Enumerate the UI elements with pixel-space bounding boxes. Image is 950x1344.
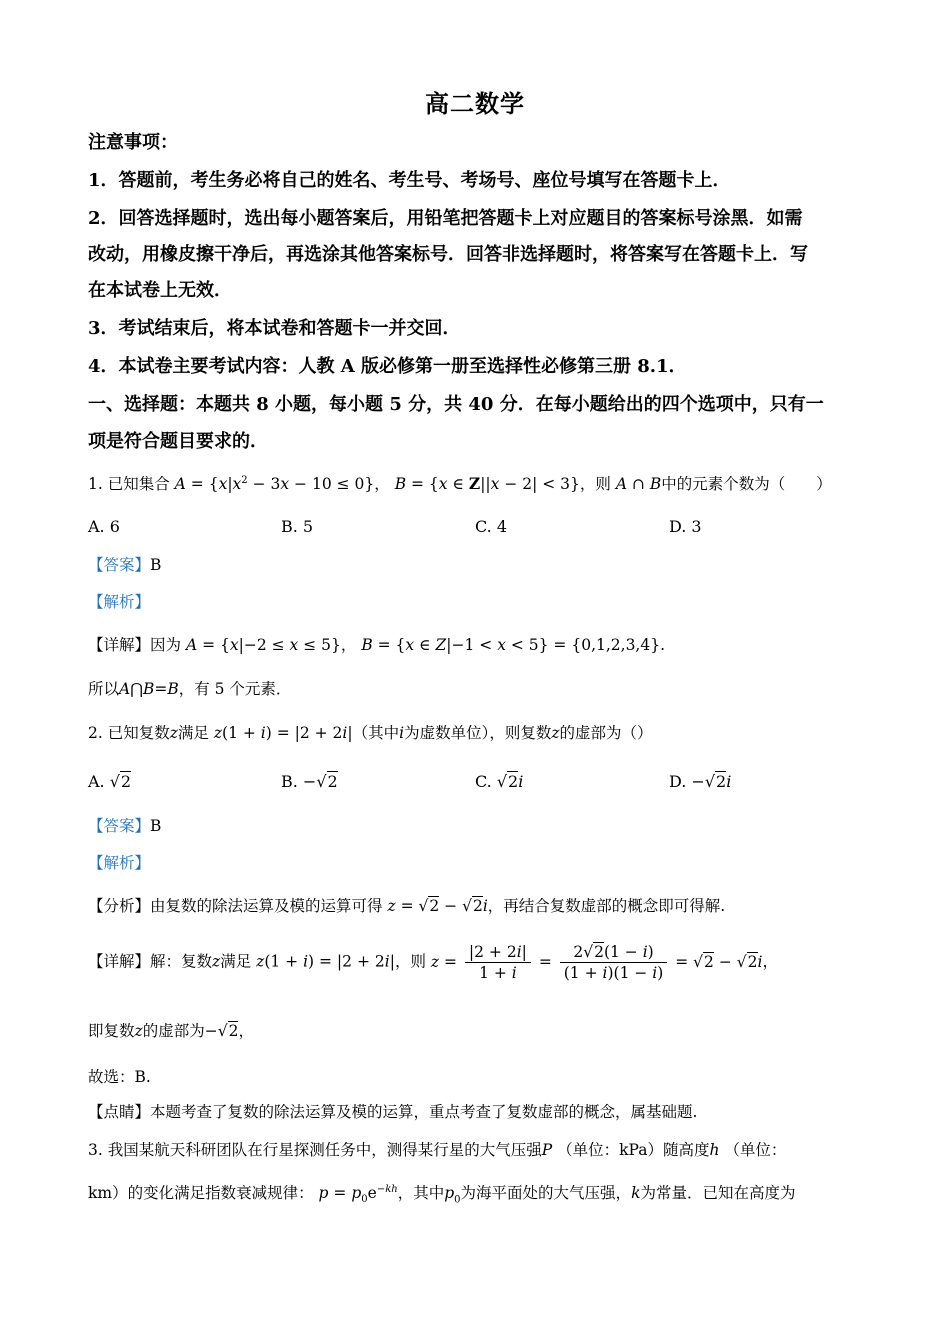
q1-option-c: C. 4 xyxy=(475,517,508,536)
q1-option-b: B. 5 xyxy=(281,517,314,536)
q3-stem-line2: km）的变化满足指数衰减规律： $p = p_0e^{-kh}$，其中$p_0$为海平面处的大气压强，k为常量．已知在高度为 xyxy=(88,1184,796,1206)
q2-answer: 【答案】B xyxy=(88,817,162,835)
page-title: 高二数学 xyxy=(425,89,525,118)
notice-heading: 注意事项： xyxy=(88,132,178,153)
q2-option-d: D. −√2i xyxy=(669,772,732,791)
q1-detail: 【详解】因为 A = {x|−2 ≤ x ≤ 5}， B = {x ∈ Z|−1 < x < 5} = {0,1,2,3,4}. xyxy=(88,636,666,654)
q1-conclusion: 所以A⋂B=B，有 5 个元素． xyxy=(88,680,292,698)
q1-analysis: 【解析】 xyxy=(88,593,151,611)
q1-option-a: A. 6 xyxy=(88,517,120,536)
section1-line2: 项是符合题目要求的． xyxy=(88,431,268,452)
q2-option-b: B. −√2 xyxy=(281,772,338,791)
q2-imag-part: 即复数z的虚部为−√2， xyxy=(88,1022,254,1040)
q1-option-d: D. 3 xyxy=(669,517,702,536)
q2-analysis: 【解析】 xyxy=(88,854,151,872)
notice-item-2-end: 在本试卷上无效． xyxy=(88,280,232,301)
q2-stem: 2. 已知复数z满足 z(1 + i) = |2 + 2i|（其中i为虚数单位），则复数z的虚部为（） xyxy=(88,724,653,742)
q3-stem-line1: 3. 我国某航天科研团队在行星探测任务中，测得某行星的大气压强P （单位：kPa）随高度h （单位： xyxy=(88,1141,787,1159)
notice-item-2: 2．回答选择题时，选出每小题答案后，用铅笔把答题卡上对应题目的答案标号涂黑．如需 xyxy=(88,208,803,229)
notice-item-2-cont: 改动，用橡皮擦干净后，再选涂其他答案标号．回答非选择题时，将答案写在答题卡上．写 xyxy=(88,244,808,265)
q2-choose: 故选：B. xyxy=(88,1068,151,1086)
notice-item-3: 3．考试结束后，将本试卷和答题卡一并交回． xyxy=(88,318,461,339)
q2-detail: 【详解】解：复数z满足 z(1 + i) = |2 + 2i|，则 z = $\frac{|2 + 2i|}{1 + i}$ = $\frac{2√2(1 - i)}{(1 + i)(1 - i)}$ = √2 − √2i， xyxy=(88,943,778,983)
notice-item-1: 1．答题前，考生务必将自己的姓名、考生号、考场号、座位号填写在答题卡上． xyxy=(88,170,731,191)
notice-item-4: 4．本试卷主要考试内容：人教 A 版必修第一册至选择性必修第三册 8.1． xyxy=(88,356,687,377)
q2-option-c: C. √2i xyxy=(475,772,524,791)
q1-stem: 1. 已知集合 $A = \{x|x^2 - 3x - 10 \le 0\}$， B = {x ∈ Z||x − 2| < 3}，则 A ∩ B中的元素个数为（ ） xyxy=(88,474,832,493)
q2-option-a: A. √2 xyxy=(88,772,132,791)
q1-answer: 【答案】B xyxy=(88,556,162,574)
q2-analysis-text: 【分析】由复数的除法运算及模的运算可得 z = √2 − √2i，再结合复数虚部的概念即可得解. xyxy=(88,897,726,915)
section1-line1: 一、选择题：本题共 8 小题，每小题 5 分，共 40 分．在每小题给出的四个选项中，只有一 xyxy=(88,394,824,415)
q2-comment: 【点睛】本题考查了复数的除法运算及模的运算，重点考查了复数虚部的概念，属基础题. xyxy=(88,1103,698,1121)
